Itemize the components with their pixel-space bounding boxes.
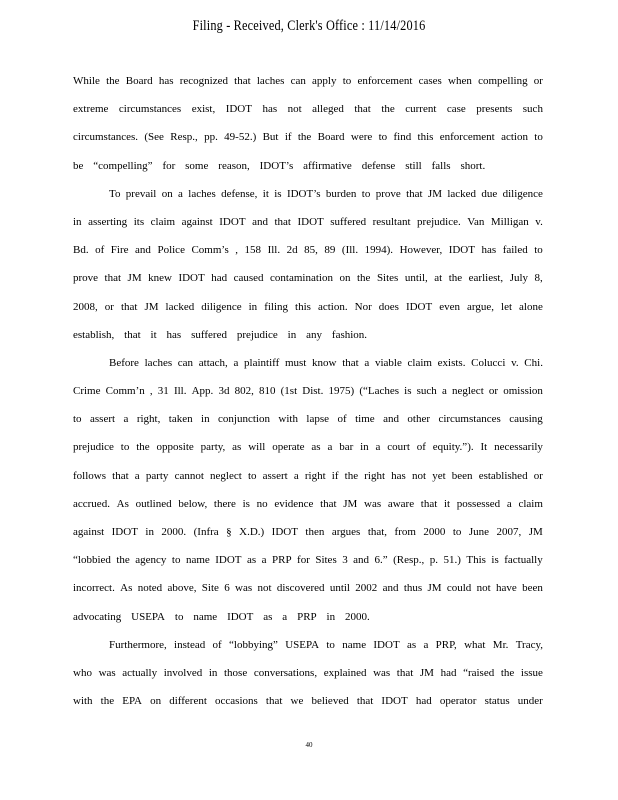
filing-stamp-header: Filing - Received, Clerk's Office : 11/14/2016 — [192, 18, 426, 34]
text-line: to assert a right, taken in conjunction with lapse of time and other circumstances causing — [73, 413, 543, 426]
text-line: Crime Comm’n , 31 Ill. App. 3d 802, 810 (1st Dist. 1975) (“Laches is such a neglect or omission — [73, 385, 543, 398]
text-line: who was actually involved in those conversations, explained was that JM had “raised the issue — [73, 666, 543, 679]
text-line: “lobbied the agency to name IDOT as a PRP for Sites 3 and 6.” (Resp., p. 51.) This is factually — [73, 554, 543, 567]
text-line: incorrect. As noted above, Site 6 was not discovered until 2002 and thus JM could not have been — [73, 582, 543, 595]
text-line: To prevail on a laches defense, it is IDOT’s burden to prove that JM lacked due diligence — [109, 187, 543, 200]
text-line: circumstances. (See Resp., pp. 49-52.) But if the Board were to find this enforcement action to — [73, 131, 543, 144]
text-line: advocating USEPA to name IDOT as a PRP in 2000. — [73, 610, 370, 623]
text-line: against IDOT in 2000. (Infra § X.D.) IDOT then argues that, from 2000 to June 2007, JM — [73, 526, 543, 538]
page-number: 40 — [305, 741, 313, 749]
text-line: Furthermore, instead of “lobbying” USEPA to name IDOT as a PRP, what Mr. Tracy, — [109, 638, 543, 651]
text-line: establish, that it has suffered prejudice in any fashion. — [73, 328, 368, 341]
text-line: While the Board has recognized that laches can apply to enforcement cases when compelling or — [73, 75, 543, 87]
text-line: Before laches can attach, a plaintiff must know that a viable claim exists. Colucci v. Chi. — [109, 356, 543, 369]
text-line: with the EPA on different occasions that we believed that IDOT had operator status under — [73, 695, 543, 708]
document-body — [73, 67, 543, 715]
text-line: accrued. As outlined below, there is no evidence that JM was aware that it possessed a claim — [73, 497, 543, 510]
text-line: follows that a party cannot neglect to assert a right if the right has not yet been established or — [73, 469, 543, 482]
text-line: be “compelling” for some reason, IDOT’s affirmative defense still falls short. — [73, 159, 486, 172]
text-line: prove that JM knew IDOT had caused contamination on the Sites until, at the earliest, July 8, — [73, 272, 543, 285]
text-line: 2008, or that JM lacked diligence in filing this action. Nor does IDOT even argue, let alone — [73, 300, 543, 313]
text-line: in asserting its claim against IDOT and that IDOT suffered resultant prejudice. Van Milligan v. — [73, 215, 543, 228]
text-line: extreme circumstances exist, IDOT has not alleged that the current case presents such — [73, 103, 543, 116]
text-line: prejudice to the opposite party, as will operate as a bar in a court of equity.”). It necessarily — [73, 441, 543, 454]
text-line: Bd. of Fire and Police Comm’s , 158 Ill. 2d 85, 89 (Ill. 1994). However, IDOT has failed to — [73, 244, 543, 257]
